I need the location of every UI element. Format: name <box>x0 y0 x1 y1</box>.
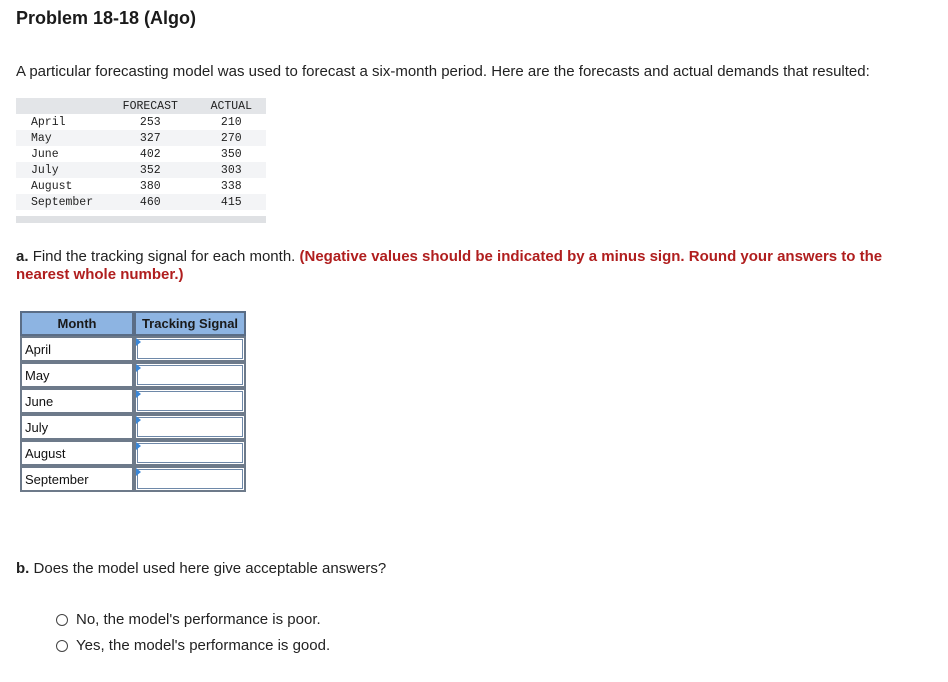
radio-option-no[interactable] <box>56 611 321 628</box>
answer-month-label: August <box>20 440 134 466</box>
input-box[interactable] <box>137 417 243 437</box>
radio-button-icon[interactable] <box>56 614 68 626</box>
data-forecast-cell: 327 <box>104 130 197 146</box>
data-forecast-cell: 352 <box>104 162 197 178</box>
input-box[interactable] <box>137 339 243 359</box>
problem-intro: A particular forecasting model was used to forecast a six-month period. Here are the forecasts and actual demands that resulted: <box>16 63 870 80</box>
data-row <box>16 194 266 210</box>
data-forecast-cell: 253 <box>104 114 197 130</box>
answer-month-label: June <box>20 388 134 414</box>
answer-month-label: September <box>20 466 134 492</box>
answer-month-label: July <box>20 414 134 440</box>
part-b-question <box>16 560 386 577</box>
part-a-question <box>16 248 916 284</box>
data-actual-cell: 210 <box>197 114 266 130</box>
data-actual-cell: 338 <box>197 178 266 194</box>
tracking-signal-input-june[interactable] <box>134 388 246 414</box>
part-b-question-text: Does the model used here give acceptable answers? <box>33 560 387 577</box>
input-marker-icon <box>136 416 141 424</box>
answer-month-label: April <box>20 336 134 362</box>
data-month-cell: April <box>16 114 104 130</box>
data-month-cell: August <box>16 178 104 194</box>
data-header-actual: ACTUAL <box>197 98 266 114</box>
tracking-signal-answer-table <box>20 311 246 492</box>
tracking-signal-input-may[interactable] <box>134 362 246 388</box>
answer-header-month: Month <box>20 311 134 336</box>
answer-header-row <box>20 311 246 336</box>
problem-title: Problem 18-18 (Algo) <box>16 8 197 28</box>
forecast-data-table <box>16 98 266 210</box>
answer-row <box>20 440 246 466</box>
data-month-cell: June <box>16 146 104 162</box>
part-b-label: b. <box>16 560 30 577</box>
data-table-header-row <box>16 98 266 114</box>
data-actual-cell: 350 <box>197 146 266 162</box>
data-row <box>16 130 266 146</box>
answer-row <box>20 362 246 388</box>
data-forecast-cell: 460 <box>104 194 197 210</box>
input-marker-icon <box>136 338 141 346</box>
data-month-cell: September <box>16 194 104 210</box>
answer-row <box>20 466 246 492</box>
data-row <box>16 178 266 194</box>
tracking-signal-input-july[interactable] <box>134 414 246 440</box>
data-header-month <box>16 98 104 114</box>
data-forecast-cell: 402 <box>104 146 197 162</box>
radio-option-yes[interactable] <box>56 637 330 654</box>
input-box[interactable] <box>137 443 243 463</box>
answer-row <box>20 336 246 362</box>
input-marker-icon <box>136 390 141 398</box>
data-table-footer-bar <box>16 216 266 223</box>
data-row <box>16 146 266 162</box>
data-row <box>16 162 266 178</box>
radio-button-icon[interactable] <box>56 640 68 652</box>
input-marker-icon <box>136 468 141 476</box>
data-actual-cell: 270 <box>197 130 266 146</box>
input-box[interactable] <box>137 469 243 489</box>
input-marker-icon <box>136 442 141 450</box>
part-a-instruction: (Negative values should be indicated by a minus sign. Round your answers to the nearest whole number.) <box>16 248 883 283</box>
radio-option-label[interactable]: Yes, the model's performance is good. <box>76 637 331 654</box>
part-a-question-text: Find the tracking signal for each month. <box>32 248 296 265</box>
data-actual-cell: 415 <box>197 194 266 210</box>
data-row <box>16 114 266 130</box>
input-marker-icon <box>136 364 141 372</box>
data-actual-cell: 303 <box>197 162 266 178</box>
data-forecast-cell: 380 <box>104 178 197 194</box>
data-month-cell: July <box>16 162 104 178</box>
part-a-label: a. <box>16 248 29 265</box>
radio-option-label[interactable]: No, the model's performance is poor. <box>76 611 321 628</box>
answer-header-tracking-signal: Tracking Signal <box>134 311 246 336</box>
answer-row <box>20 388 246 414</box>
input-box[interactable] <box>137 391 243 411</box>
tracking-signal-input-august[interactable] <box>134 440 246 466</box>
answer-month-label: May <box>20 362 134 388</box>
data-month-cell: May <box>16 130 104 146</box>
tracking-signal-input-april[interactable] <box>134 336 246 362</box>
answer-row <box>20 414 246 440</box>
data-header-forecast: FORECAST <box>104 98 197 114</box>
tracking-signal-input-september[interactable] <box>134 466 246 492</box>
input-box[interactable] <box>137 365 243 385</box>
